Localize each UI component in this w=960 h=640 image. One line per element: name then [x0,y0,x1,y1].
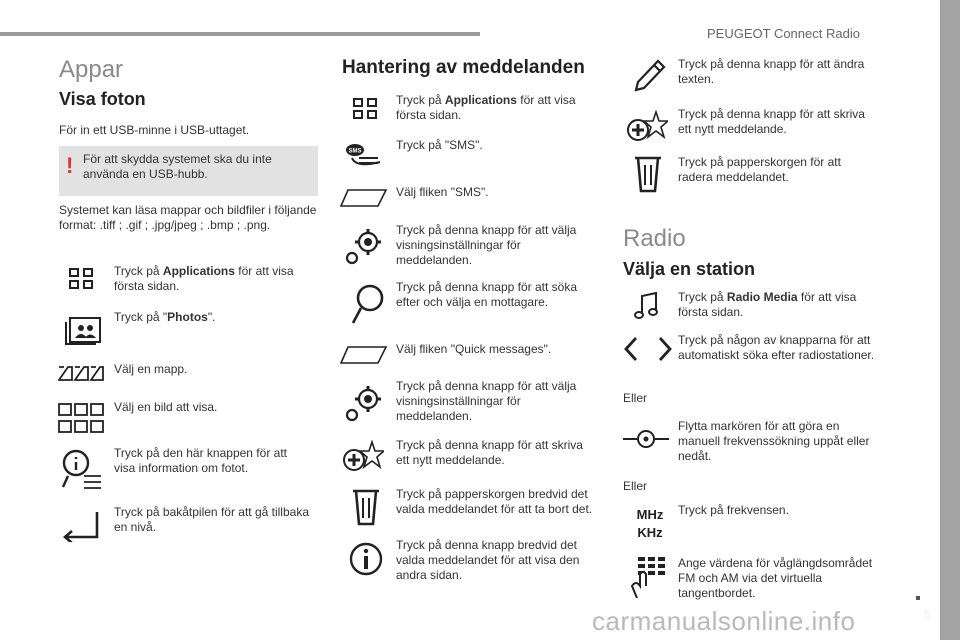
step-text: Tryck på bakåtpilen för att gå tillbaka en nivå. [114,505,309,534]
info-icon [349,542,383,576]
image-grid-icon [58,402,104,434]
new-message-icon [626,110,668,144]
chevrons-icon [624,336,672,362]
step-text: Välj en bild att visa. [114,400,218,414]
header-bar [0,32,480,36]
step-text: Tryck på denna knapp för att skriva ett nytt meddelande. [396,438,583,467]
new-message-icon [342,440,384,474]
trash-icon [352,488,380,526]
step-text: Tryck på Applications för att visa första sidan. [396,93,576,122]
pencil-icon [634,58,666,92]
warning-icon: ! [66,153,74,178]
settings-gears-icon [344,383,384,423]
apps-grid-icon [352,98,380,120]
khz-label: KHz [637,525,663,540]
sms-icon [344,138,384,174]
trash-icon [634,155,662,193]
heading-choose-station: Välja en station [623,259,756,279]
keypad-icon [630,556,668,600]
step-text: Välj fliken "SMS". [396,185,489,199]
slider-icon [622,428,670,450]
step-text: Tryck på den här knappen för att visa information om fotot. [114,446,287,475]
page-number: 5 [924,610,930,621]
header-title: PEUGEOT Connect Radio [707,26,860,41]
step-text: Tryck på någon av knapparna för att automatiskt söka efter radiostationer. [678,333,875,362]
step-text: Tryck på Applications för att visa första sidan. [114,264,294,293]
tab-icon [340,188,388,208]
apps-grid-icon [68,268,96,290]
step-text: Tryck på papperskorgen bredvid det valda meddelandet för att ta bort det. [396,487,593,516]
heading-message-management: Hantering av meddelanden [342,57,585,78]
page-marker [916,596,920,600]
step-text: Tryck på "Photos". [114,310,216,324]
warning-box [59,146,318,196]
heading-view-photos: Visa foton [59,89,146,109]
side-strip [940,0,960,640]
step-text: Tryck på denna knapp för att ändra texten. [678,57,865,86]
step-text: Tryck på denna knapp bredvid det valda meddelandet för att visa den andra sidan. [396,538,580,582]
step-text: Tryck på denna knapp för att söka efter och välja en mottagare. [396,280,577,309]
folder-tabs-icon [58,363,104,383]
tab-icon [340,345,388,365]
music-note-icon [634,292,660,322]
section-title-radio: Radio [623,225,686,252]
step-text: Tryck på frekvensen. [678,503,789,517]
watermark: carmanualsonline.info [592,606,856,636]
settings-gears-icon [344,226,384,266]
info-search-icon [60,448,102,490]
step-text: Välj en mapp. [114,362,188,376]
section-title-apps: Appar [59,56,124,83]
search-icon [350,283,386,327]
mhz-khz-icon [630,506,670,542]
step-text: Flytta markören för att göra en manuell frekvenssökning uppåt eller nedåt. [678,419,870,463]
or-text: Eller [623,391,648,405]
step-text: Tryck på denna knapp för att välja visningsinställningar för meddelanden. [396,223,577,267]
formats-text: Systemet kan läsa mappar och bildfiler i följande format: .tiff ; .gif ; .jpg/jpeg ; .bmp ; .png. [59,203,317,232]
step-text: Tryck på "SMS". [396,138,483,152]
back-arrow-icon [62,510,102,542]
step-text: Tryck på papperskorgen för att radera meddelandet. [678,155,841,184]
mhz-label: MHz [636,507,664,522]
warning-text: För att skydda systemet ska du inte använda en USB-hubb. [83,152,272,181]
svg-text:SMS: SMS [348,148,362,155]
step-text: Välj fliken "Quick messages". [396,342,552,356]
step-text: Ange värdena för våglängdsområdet FM och AM via det virtuella tangentbordet. [678,556,873,600]
step-text: Tryck på denna knapp för att välja visningsinställningar för meddelanden. [396,379,577,423]
or-text: Eller [623,479,648,493]
intro-text: För in ett USB-minne i USB-uttaget. [59,123,250,137]
step-text: Tryck på Radio Media för att visa första sidan. [678,290,857,319]
step-text: Tryck på denna knapp för att skriva ett nytt meddelande. [678,107,865,136]
photos-icon [62,315,102,345]
